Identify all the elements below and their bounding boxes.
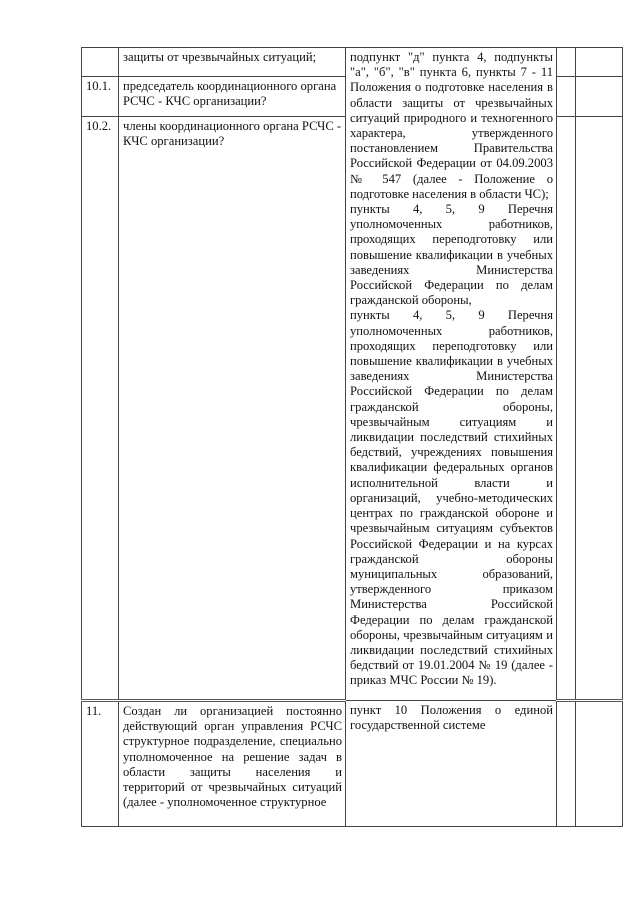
merged-reference-cell bbox=[346, 48, 557, 701]
empty-cell bbox=[557, 77, 576, 117]
empty-cell bbox=[576, 77, 623, 117]
reference-paragraph: пункты 4, 5, 9 Перечня уполномоченных работников, проходящих переподготовку или повышение квалификации в учебных заведениях Министерства Российской Федерации по делам гражданской обороны, bbox=[350, 202, 553, 308]
reference-paragraph: подпункт "д" пункта 4, подпункты "а", "б", "в" пункта 6, пункты 7 - 11 Положения о подготовке населения в области защиты от чрезвычайных ситуаций природного и техногенного характера, утвержденного постановлением Правительства Российской Федерации от 04.09.2003 № 547 (далее - Положение о подготовке населения в области ЧС); bbox=[350, 50, 553, 201]
question-text: Создан ли организацией постоянно действующий орган управления РСЧС структурное подразделение, специально уполномоченное на решение задач в области защиты населения и территорий от чрезвычайных ситуаций (далее - уполномоченное структурное bbox=[119, 701, 346, 827]
empty-cell bbox=[576, 117, 623, 701]
table-row bbox=[82, 701, 623, 827]
empty-cell bbox=[557, 48, 576, 77]
reference-text: пункт 10 Положения о единой государственной системе bbox=[346, 701, 557, 827]
row-number: 10.2. bbox=[82, 117, 119, 701]
question-text: защиты от чрезвычайных ситуаций; bbox=[119, 48, 346, 77]
question-text: члены координационного органа РСЧС - КЧС организации? bbox=[119, 117, 346, 701]
empty-cell bbox=[576, 701, 623, 827]
row-number bbox=[82, 48, 119, 77]
empty-cell bbox=[557, 701, 576, 827]
empty-cell bbox=[557, 117, 576, 701]
question-text: председатель координационного органа РСЧС - КЧС организации? bbox=[119, 77, 346, 117]
row-number: 10.1. bbox=[82, 77, 119, 117]
reference-paragraph: пункты 4, 5, 9 Перечня уполномоченных работников, проходящих переподготовку или повышение квалификации в учебных заведениях Министерства Российской Федерации по делам гражданской обороны, чрезвычайным ситуациям и ликвидации последствий стихийных бедствий, учреждениях повышения квалификации федеральных органов исполнительной власти и организаций, учебно-методических центрах по гражданской обороне и чрезвычайным ситуациям субъектов Российской Федерации и на курсах гражданской обороны муниципальных образований, утвержденного приказом Министерства Российской Федерации по делам гражданской обороны, чрезвычайным ситуациям и ликвидации последствий стихийных бедствий от 19.01.2004 № 19 (далее - приказ МЧС России № 19). bbox=[350, 308, 553, 688]
table-row bbox=[82, 48, 623, 77]
row-number: 11. bbox=[82, 701, 119, 827]
empty-cell bbox=[576, 48, 623, 77]
checklist-table bbox=[81, 47, 623, 827]
